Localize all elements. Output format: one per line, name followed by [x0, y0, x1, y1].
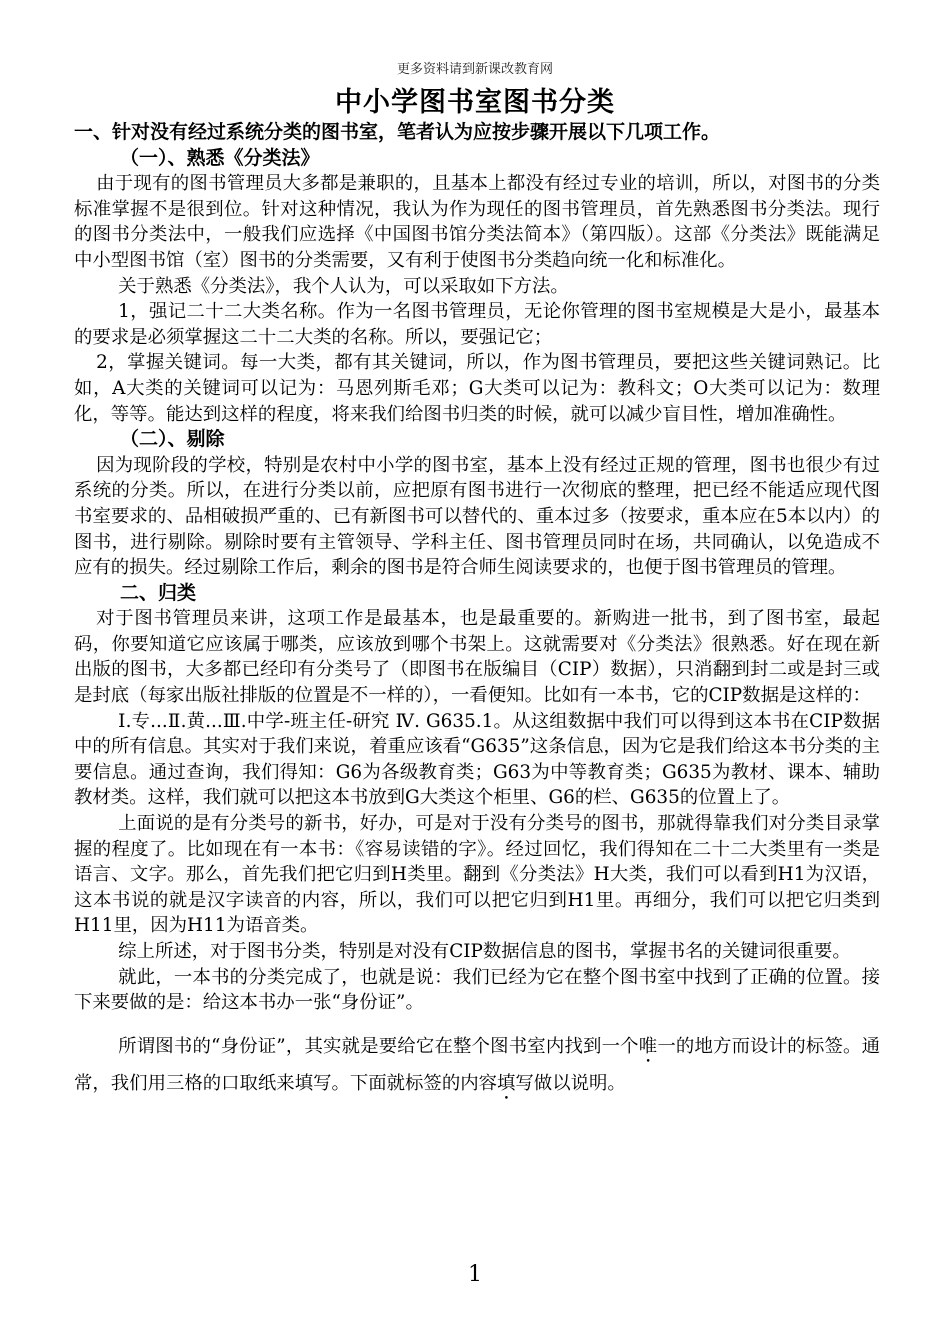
emphasis-mark: 填	[497, 1072, 516, 1094]
document-body	[74, 120, 880, 1104]
paragraph: 由于现有的图书管理员大多都是兼职的，且基本上都没有经过专业的培训，所以，对图书的分类标准掌握不是很到位。针对这种情况，我认为作为现任的图书管理员，首先熟悉图书分类法。现行的图书分类法中，一般我们应选择《中国图书馆分类法简本》（第四版）。这部《分类法》既能满足中小型图书馆（室）图书的分类需要，又有利于使图书分类趋向统一化和标准化。	[74, 173, 880, 271]
paragraph-last	[74, 1030, 880, 1104]
page-number: 1	[468, 1262, 482, 1287]
paragraph: 因为现阶段的学校，特别是农村中小学的图书室，基本上没有经过正规的管理，图书也很少有过系统的分类。所以，在进行分类以前，应把原有图书进行一次彻底的整理，把已经不能适应现代图书室要求的、品相破损严重的、已有新图书可以替代的、重本过多（按要求，重本应在5本以内）的图书，进行剔除。剔除时要有主管领导、学科主任、图书管理员同时在场，共同确认，以免造成不应有的损失。经过剔除工作后，剩余的图书是符合师生阅读要求的，也便于图书管理员的管理。	[74, 454, 880, 579]
section-2-heading: 二、归类	[120, 581, 197, 604]
paragraph: 就此，一本书的分类完成了，也就是说：我们已经为它在整个图书室中找到了正确的位置。接下来要做的是：给这本书办一张“身份证”。	[74, 966, 880, 1014]
section-1-sub-1-heading: （一）、熟悉《分类法》	[120, 146, 320, 169]
emphasis-mark: 唯	[638, 1035, 658, 1057]
text-run: 写做以说明。	[515, 1072, 626, 1094]
document-title: 中小学图书室图书分类	[335, 87, 615, 118]
text-run: 所谓图书的“身份证”，其实就是要给它在整个图书室内找到一个	[118, 1035, 639, 1057]
section-1-sub-2-heading: （二）、剔除	[120, 428, 225, 451]
paragraph: 对于图书管理员来讲，这项工作是最基本，也是最重要的。新购进一批书，到了图书室，最起码，你要知道它应该属于哪类，应该放到哪个书架上。这就需要对《分类法》很熟悉。好在现在新出版的图书，大多都已经印有分类号了（即图书在版编目（CIP）数据），只消翻到封二或是封三或是封底（每家出版社排版的位置是不一样的），一看便知。比如有一本书，它的CIP数据是这样的：	[74, 608, 880, 707]
paragraph: 2，掌握关键词。每一大类，都有其关键词，所以，作为图书管理员，要把这些关键词熟记。比如，A大类的关键词可以记为：马恩列斯毛邓；G大类可以记为：教科文；O大类可以记为：数理化，等等。能达到这样的程度，将来我们给图书归类的时候，就可以减少盲目性，增加准确性。	[74, 352, 880, 425]
spacer	[74, 1016, 880, 1030]
header-note: 更多资料请到新课改教育网	[396, 62, 553, 77]
paragraph: Ⅰ.专...Ⅱ.黄...Ⅲ.中学-班主任-研究 Ⅳ. G635.1。从这组数据中我们可以得到这本书在CIP数据中的所有信息。其实对于我们来说，着重应该看“G635”这条信息，因为它是我们给这本书分类的主要信息。通过查询，我们得知：G6为各级教育类；G63为中等教育类；G635为教材、课本、辅助教材类。这样，我们就可以把这本书放到G大类这个柜里、G6的栏、G635的位置上了。	[74, 710, 880, 809]
text-run: 一的地方而设计的标签。通常，我们用三格的口取纸来填写。下面就标签的内容	[74, 1035, 880, 1094]
paragraph: 上面说的是有分类号的新书，好办，可是对于没有分类号的图书，那就得靠我们对分类目录掌握的程度了。比如现在有一本书：《容易读错的字》。经过回忆，我们得知在二十二大类里有一类是语言、文字。那么，首先我们把它归到H类里。翻到《分类法》H大类，我们可以看到H1为汉语，这本书说的就是汉字读音的内容，所以，我们可以把它归到H1里。再细分，我们可以把它归类到H11里，因为H11为语音类。	[74, 813, 880, 937]
paragraph: 关于熟悉《分类法》，我个人认为，可以采取如下方法。	[118, 275, 569, 297]
section-1-heading: 一、针对没有经过系统分类的图书室，笔者认为应按步骤开展以下几项工作。	[74, 121, 721, 143]
paragraph: 1，强记二十二大类名称。作为一名图书管理员，无论你管理的图书室规模是大是小，最基本的要求是必须掌握这二十二大类的名称。所以，要强记它；	[74, 301, 880, 348]
paragraph: 综上所述，对于图书分类，特别是对没有CIP数据信息的图书，掌握书名的关键词很重要。	[118, 941, 851, 962]
